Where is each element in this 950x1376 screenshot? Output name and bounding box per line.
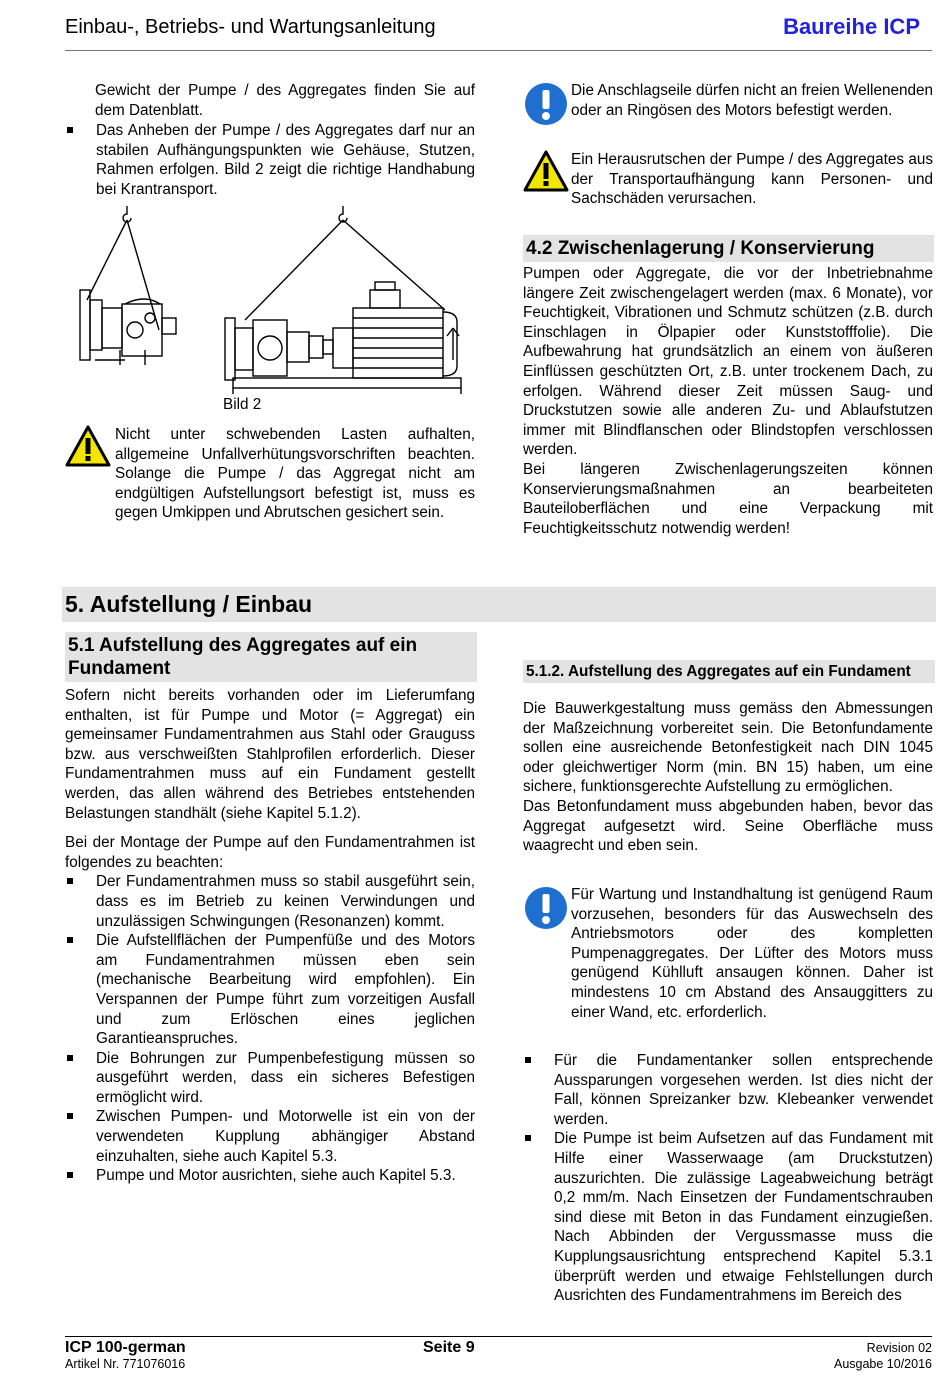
info-exclamation-icon — [523, 885, 569, 936]
document-title: Einbau-, Betriebs- und Wartungsanleitung — [65, 16, 436, 38]
left-top-bullets — [65, 121, 475, 199]
info-text-maintenance: Für Wartung und Instandhaltung ist genügend Raum vorzusehen, besonders für das Auswechseln des Antriebsmotors oder des kompletten Pumpenaggregates. Der Lüfter des Motors muss genügend Kühlluft ansaugen können. Daher ist mindestens 10 cm Abstand des Ansauggitters zu einer Wand, etc. erforderlich. — [571, 886, 933, 1021]
mounting-bullets — [65, 872, 475, 1186]
section-heading-5: 5. Aufstellung / Einbau — [62, 587, 936, 622]
left-top-block — [95, 81, 475, 120]
list-item: Die Pumpe ist beim Aufsetzen auf das Fundament mit Hilfe einer Wasserwaage (am Druckstutzen) auszurichten. Die zulässige Lageabweichung beträgt 0,2 mm/m. Nach Einsetzen der Fundamentschrauben sind diese mit Beton in das Fundament einzugießen. Nach Abbinden der Vergussmasse muss die Kupplungsausrichtung entsprechend Kapitel 5.3.1 überprüft werden und etwaige Fehlstellungen durch Ausrichten des Fundamentrahmens im Bereich des — [523, 1129, 933, 1305]
warning-notice-slip — [523, 150, 933, 209]
paragraph-storage: Pumpen oder Aggregate, die vor der Inbetriebnahme längere Zeit zwischengelagert werden (max. 6 Monate), vor Feuchtigkeit, Vibrationen und Schmutz schützen (z.B. durch Einschlagen in Ölpapier oder Kunststofffolie). Die Aufbewahrung hat grundsätzlich an einem von äußeren Einflüssen geschützten Ort, z.B. unter trockenem Dach, zu erfolgen. Während dieser Zeit müssen Saug- und Druckstutzen sowie alle anderen Zu- und Ablaufstutzen immer mit Blindflanschen oder Blindstopfen verschlossen werden. — [523, 265, 933, 459]
section-heading-4-2: 4.2 Zwischenlagerung / Konservierung — [523, 235, 934, 262]
section-5-1-2-body — [523, 699, 933, 856]
crane-lifting-drawing — [65, 200, 475, 400]
list-item: Pumpe und Motor ausrichten, siehe auch Kapitel 5.3. — [65, 1166, 475, 1186]
section-4-2-body — [523, 264, 933, 538]
section-5-1-body — [65, 686, 475, 1186]
section-heading-5-1: 5.1 Aufstellung des Aggregates auf ein Fundament — [65, 632, 477, 682]
footer-page-number: Seite 9 — [423, 1339, 475, 1356]
foundation-bullets — [523, 1051, 933, 1306]
series-title: Baureihe ICP — [783, 14, 920, 39]
section-heading-5-1-2: 5.1.2. Aufstellung des Aggregates auf ein Fundament — [523, 660, 935, 683]
warning-text-load: Nicht unter schwebenden Lasten aufhalten, allgemeine Unfallverhütungsvorschriften beachten. Solange die Pumpe / das Aggregat nicht am endgültigen Aufstellungsort befestigt ist, muss es gegen Umkippen und Abrutschen gesichert sein. — [115, 426, 475, 522]
list-item: Der Fundamentrahmen muss so stabil ausgeführt sein, dass es im Betrieb zu keinen Verwindungen und unzulässigen Schwingungen (Resonanzen) kommt. — [65, 872, 475, 931]
paragraph-frame: Sofern nicht bereits vorhanden oder im Lieferumfang enthalten, ist für Pumpe und Motor (= Aggregat) ein gemeinsamer Fundamentrahmen aus Stahl oder Grauguss bzw. aus verschweißten Stahlprofilen erforderlich. Dieser Fundamentrahmen muss auf ein Fundament gestellt werden, das allen während des Betriebes entstehenden Belastungen standhält (siehe Kapitel 5.1.2). — [65, 687, 475, 822]
footer-divider — [65, 1336, 932, 1337]
warning-text-slip: Ein Herausrutschen der Pumpe / des Aggregates aus der Transportaufhängung kann Personen- und Sachschäden verursachen. — [571, 151, 933, 208]
warning-triangle-icon — [65, 425, 111, 472]
info-notice-ropes — [523, 81, 933, 132]
figure-caption: Bild 2 — [223, 396, 262, 413]
crane-figure — [65, 200, 475, 400]
footer-doc-id: ICP 100-german — [65, 1339, 186, 1356]
header-divider — [65, 50, 932, 51]
list-item: Die Aufstellflächen der Pumpenfüße und des Motors am Fundamentrahmen müssen eben sein (mechanische Bearbeitung wird empfohlen). Ein Verspannen der Pumpe führt zum vorzeitigen Ausfall und zum Erlöschen eines jeglichen Garantieanspruches. — [65, 931, 475, 1049]
paragraph-weight: Gewicht der Pumpe / des Aggregates finden Sie auf dem Datenblatt. — [95, 82, 475, 119]
info-notice-maintenance — [523, 885, 933, 1022]
footer-revision: Revision 02 — [866, 1341, 932, 1355]
list-item: Zwischen Pumpen- und Motorwelle ist ein von der verwendeten Kupplung abhängiger Abstand einzuhalten, siehe auch Kapitel 5.3. — [65, 1107, 475, 1166]
paragraph-mounting: Bei der Montage der Pumpe auf den Fundamentrahmen ist folgendes zu beachten: — [65, 834, 475, 871]
footer-issue: Ausgabe 10/2016 — [833, 1357, 932, 1371]
list-item: Für die Fundamentanker sollen entsprechende Aussparungen vorgesehen werden. Ist dies nicht der Fall, können Spreizanker bzw. Klebeanker verwendet werden. — [523, 1051, 933, 1129]
paragraph-level: Das Betonfundament muss abgebunden haben, bevor das Aggregat aufgesetzt wird. Seine Oberfläche muss waagrecht und eben sein. — [523, 797, 933, 855]
footer-article-number: Artikel Nr. 771076016 — [65, 1357, 186, 1371]
paragraph-preservation: Bei längeren Zwischenlagerungszeiten können Konservierungsmaßnahmen an bearbeiteten Bauteiloberflächen und eine Verpackung mit Feuchtigkeitsschutz notwendig werden! — [523, 460, 933, 537]
list-item: Das Anheben der Pumpe / des Aggregates darf nur an stabilen Aufhängungspunkten wie Gehäuse, Stutzen, Rahmen erfolgen. Bild 2 zeigt die richtige Handhabung bei Krantransport. — [65, 121, 475, 199]
warning-notice-load — [65, 425, 475, 523]
warning-triangle-icon — [523, 150, 569, 197]
list-item: Die Bohrungen zur Pumpenbefestigung müssen so ausgeführt werden, dass ein sicheres Befestigen ermöglicht wird. — [65, 1049, 475, 1108]
info-text-ropes: Die Anschlagseile dürfen nicht an freien Wellenenden oder an Ringösen des Motors befestigt werden. — [571, 82, 933, 119]
info-exclamation-icon — [523, 81, 569, 132]
paragraph-concrete: Die Bauwerkgestaltung muss gemäss den Abmessungen der Maßzeichnung vorbereitet sein. Die Betonfundamente sollen eine ausreichende Betonfestigkeit nach DIN 1045 oder gleichwertiger Norm (min. BN 15) haben, um eine sichere, funktionsgerechte Aufstellung zu ermöglichen. — [523, 700, 933, 796]
